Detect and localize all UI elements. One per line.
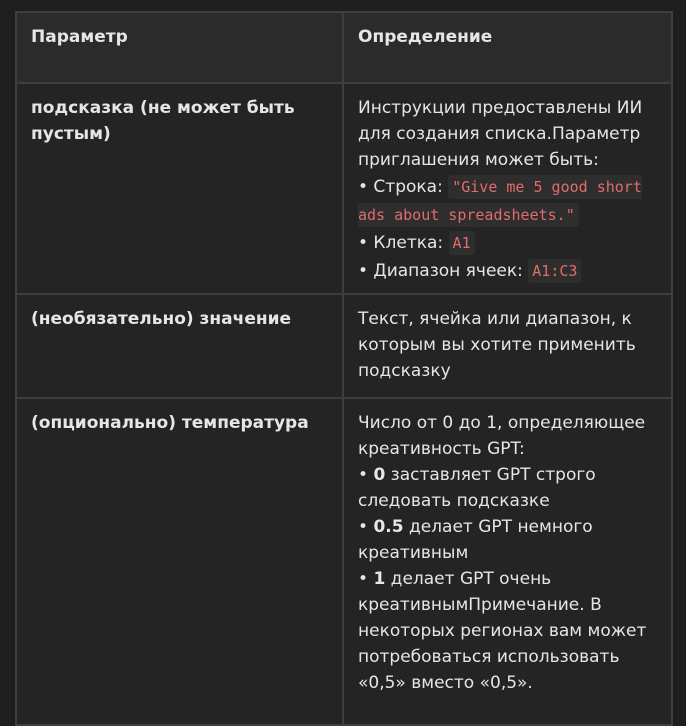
bullet-range-label: • Диапазон ячеек: — [358, 261, 529, 281]
table-header-row — [16, 12, 672, 83]
bullet-cell-label: • Клетка: — [358, 233, 449, 253]
bullet-value-05: 0.5 — [373, 517, 404, 537]
param-name-prompt: подсказка (не может быть пустым) — [16, 83, 343, 294]
table-row — [16, 398, 672, 725]
code-range-example: A1:C3 — [528, 259, 581, 283]
bullet-prefix: • — [358, 569, 374, 589]
param-definition-temperature — [343, 398, 672, 725]
bullet-value-1: 1 — [373, 569, 386, 589]
param-definition-value: Текст, ячейка или диапазон, к которым вы хотите применить подсказку — [343, 294, 672, 398]
code-string-example: "Give me 5 good short ads about spreadsheets." — [358, 175, 642, 227]
definition-intro: Число от 0 до 1, определяющее креативность GPT: — [358, 413, 646, 459]
header-definition: Определение — [343, 12, 672, 83]
table-row — [16, 83, 672, 294]
parameters-table — [15, 11, 673, 726]
param-definition-prompt — [343, 83, 672, 294]
bullet-string-label: • Строка: — [358, 177, 449, 197]
code-cell-example: A1 — [449, 231, 475, 255]
param-name-temperature: (опционально) температура — [16, 398, 343, 725]
definition-intro: Инструкции предоставлены ИИ для создания списка.Параметр приглашения может быть: — [358, 98, 643, 170]
bullet-value-0: 0 — [373, 465, 386, 485]
bullet-prefix: • — [358, 517, 374, 537]
bullet-text-1: делает GPT очень креативнымПримечание. В некоторых регионах вам может потребоваться использовать «0,5» вместо «0,5». — [358, 569, 647, 693]
bullet-text-0: заставляет GPT строго следовать подсказке — [358, 465, 596, 511]
param-name-value: (необязательно) значение — [16, 294, 343, 398]
header-parameter: Параметр — [16, 12, 343, 83]
bullet-text-05: делает GPT немного креативным — [358, 517, 593, 563]
bullet-prefix: • — [358, 465, 374, 485]
table-row — [16, 294, 672, 398]
